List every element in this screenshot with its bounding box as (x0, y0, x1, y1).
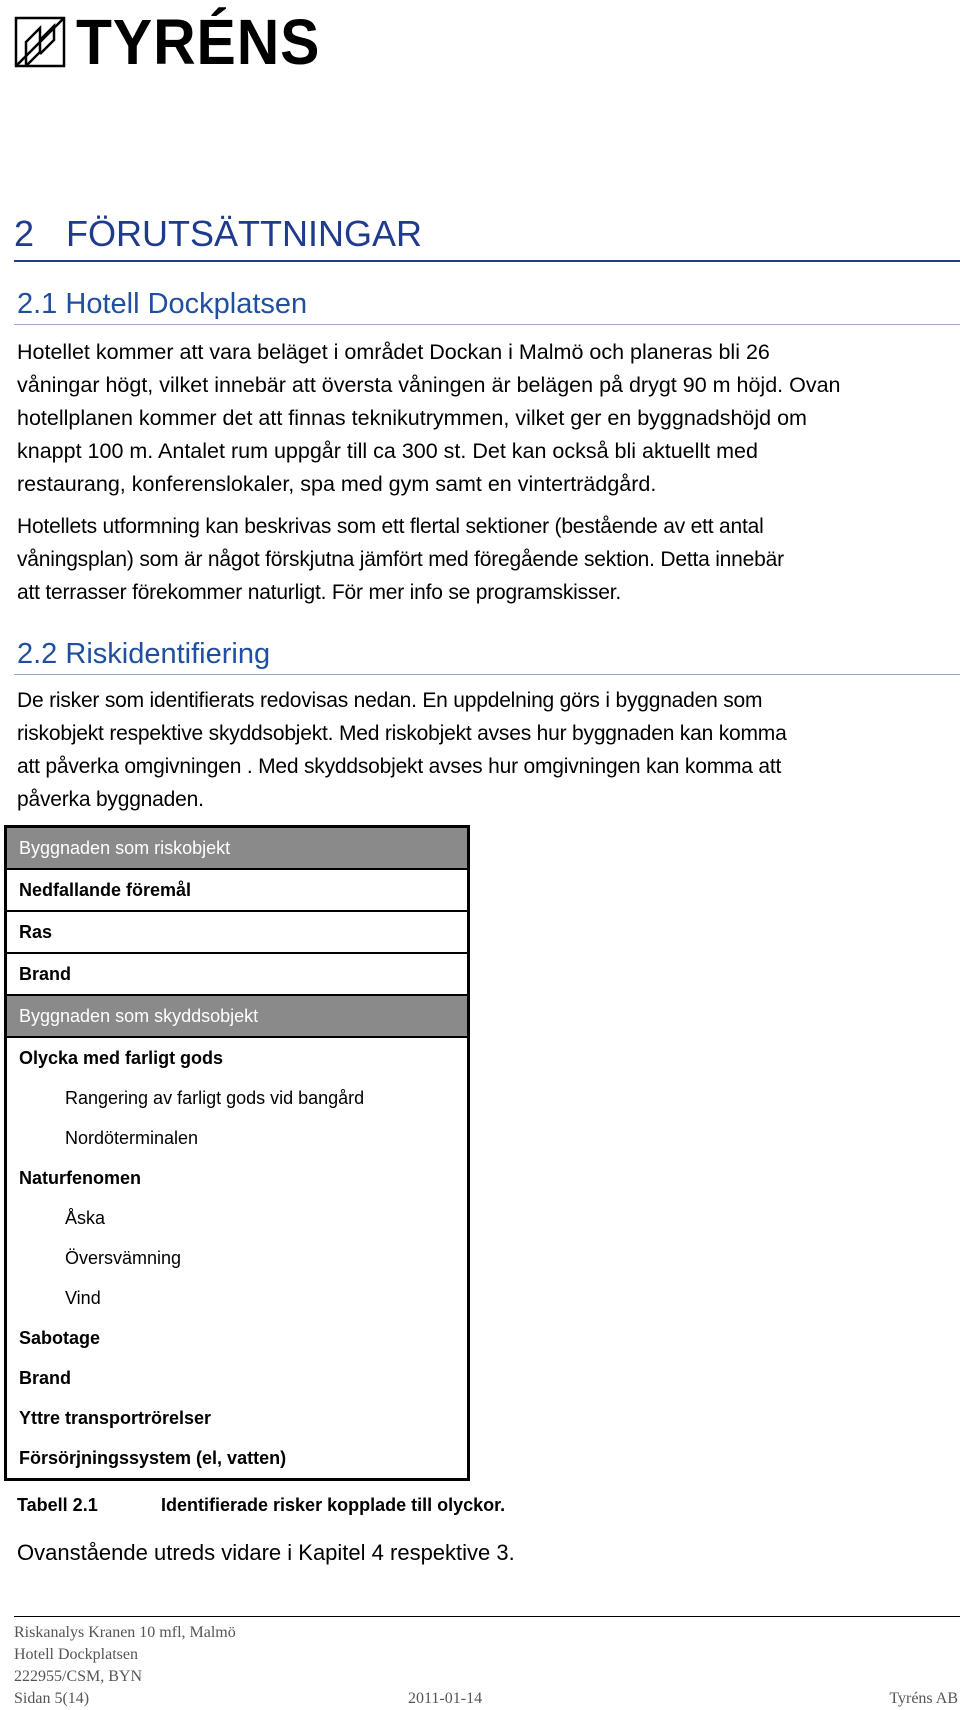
chapter-heading (14, 212, 960, 256)
table-row: Naturfenomen (19, 1167, 142, 1188)
text-line: hotellplanen kommer det att finnas teknikutrymmen, vilket ger en byggnadshöjd om (17, 406, 807, 430)
logo-text: TYRÉNS (76, 6, 321, 78)
tyrens-logo-icon (14, 16, 66, 68)
section-rule (14, 324, 960, 325)
chapter-rule (14, 260, 960, 262)
table-row: Yttre transportrörelser (19, 1407, 212, 1428)
table-subrow: Nordöterminalen (65, 1127, 199, 1148)
table-row: Ras (6, 911, 469, 953)
text-line: att påverka omgivningen . Med skyddsobjekt avses hur omgivningen kan komma att (17, 755, 782, 778)
table-subrow: Översvämning (65, 1247, 182, 1268)
text-line: knappt 100 m. Antalet rum uppgår till ca 300 st. Det kan också bli aktuellt med (17, 439, 758, 463)
chapter-title: FÖRUTSÄTTNINGAR (66, 213, 422, 254)
text-line: våningsplan) som är något förskjutna jämfört med föregående sektion. Detta innebär (17, 548, 784, 571)
text-line: påverka byggnaden. (17, 788, 204, 811)
table-row: Nedfallande föremål (6, 869, 469, 911)
text-line: De risker som identifierats redovisas nedan. En uppdelning görs i byggnaden som (17, 689, 763, 712)
chapter-number: 2 (14, 213, 35, 254)
footer-date: 2011-01-14 (408, 1690, 483, 1707)
footer-page-number: Sidan 5(14) (14, 1690, 90, 1707)
table-row: Brand (6, 953, 469, 995)
table-subrow: Rangering av farligt gods vid bangård (65, 1087, 365, 1108)
text-line: Hotellet kommer att vara beläget i området Dockan i Malmö och planeras bli 26 (17, 340, 770, 364)
closing-sentence: Ovanstående utreds vidare i Kapitel 4 respektive 3. (17, 1540, 515, 1565)
footer-rule (14, 1616, 960, 1617)
footer-left (14, 1622, 236, 1710)
text-line: restaurang, konferenslokaler, spa med gym samt en vinterträdgård. (17, 472, 657, 496)
table-row: Sabotage (19, 1327, 101, 1348)
text-line: att terrasser förekommer naturligt. För mer info se programskisser. (17, 581, 621, 604)
table-header-riskobjekt: Byggnaden som riskobjekt (6, 827, 469, 870)
caption-text: Identifierade risker kopplade till olyckor. (161, 1495, 506, 1515)
table-row: Brand (19, 1367, 72, 1388)
table-row: Olycka med farligt gods (19, 1047, 224, 1068)
table-header-skyddsobjekt: Byggnaden som skyddsobjekt (6, 995, 469, 1037)
section-title-2-2: 2.2 Riskidentifiering (17, 638, 271, 670)
footer-reference: 222955/CSM, BYN (14, 1668, 143, 1685)
section-rule (14, 674, 960, 675)
caption-label: Tabell 2.1 (17, 1495, 98, 1515)
table-caption (17, 1495, 505, 1516)
text-line: våningar högt, vilket innebär att översta våningen är belägen på drygt 90 m höjd. Ovan (17, 373, 841, 397)
risk-table (4, 825, 470, 1481)
section-2-2-paragraph (17, 684, 957, 816)
table-subrow: Vind (65, 1287, 101, 1308)
text-line: Hotellets utformning kan beskrivas som ett flertal sektioner (bestående av ett antal (17, 515, 764, 538)
section-2-1-paragraph-2 (17, 510, 957, 609)
text-line: riskobjekt respektive skyddsobjekt. Med riskobjekt avses hur byggnaden kan komma (17, 722, 787, 745)
table-subrow: Åska (65, 1207, 106, 1228)
section-title-2-1: 2.1 Hotell Dockplatsen (17, 288, 308, 320)
footer-project: Hotell Dockplatsen (14, 1646, 138, 1663)
footer-company: Tyréns AB (889, 1690, 958, 1707)
section-2-1-paragraph-1 (17, 336, 957, 501)
company-logo (14, 6, 342, 78)
table-row: Försörjningssystem (el, vatten) (19, 1447, 287, 1468)
footer-doc-title: Riskanalys Kranen 10 mfl, Malmö (14, 1624, 236, 1641)
